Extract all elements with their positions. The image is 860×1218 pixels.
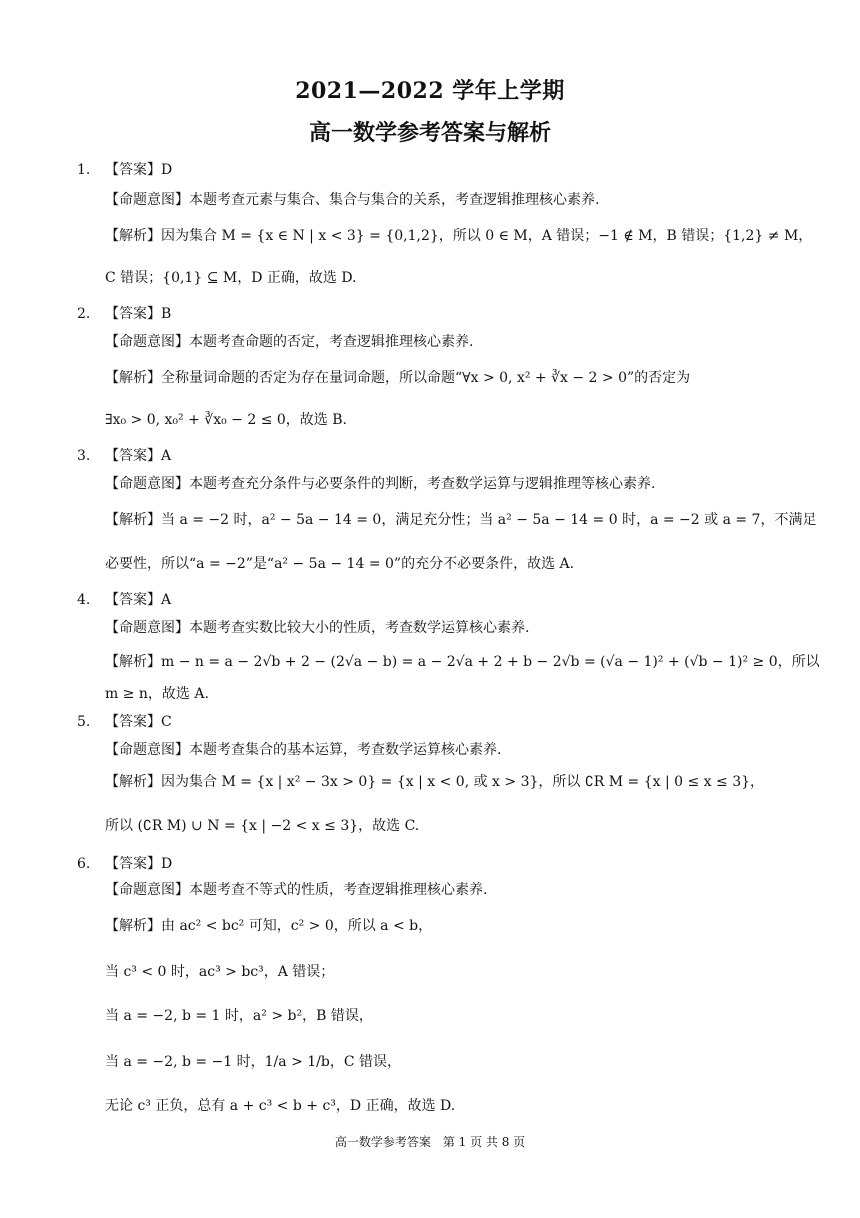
- analysis-line: ∃x₀ > 0, x₀² + ∛x₀ − 2 ≤ 0，故选 B.: [105, 412, 347, 428]
- intent-line: 【命题意图】本题考查充分条件与必要条件的判断，考查数学运算与逻辑推理等核心素养.: [105, 476, 656, 492]
- analysis-line: 【解析】因为集合 M = {x ∈ N | x < 3} = {0,1,2}，所以 0 ∈ M，A 错误；−1 ∉ M，B 错误；{1,2} ≠ M，: [105, 228, 813, 244]
- item-number: 6.: [77, 856, 91, 872]
- answer-line: 【答案】D: [105, 162, 173, 178]
- intent-line: 【命题意图】本题考查不等式的性质，考查逻辑推理核心素养.: [105, 882, 488, 898]
- intent-line: 【命题意图】本题考查实数比较大小的性质，考查数学运算核心素养.: [105, 620, 530, 636]
- analysis-line: 所以 (∁R M) ∪ N = {x | −2 < x ≤ 3}，故选 C.: [105, 818, 420, 834]
- answer-line: 【答案】A: [105, 592, 172, 608]
- analysis-line: 【解析】因为集合 M = {x | x² − 3x > 0} = {x | x < 0, 或 x > 3}，所以 ∁R M = {x | 0 ≤ x ≤ 3}，: [105, 774, 765, 790]
- answer-line: 【答案】B: [105, 306, 172, 322]
- answer-line: 【答案】A: [105, 448, 172, 464]
- intent-line: 【命题意图】本题考查命题的否定，考查逻辑推理核心素养.: [105, 334, 474, 350]
- answer-line: 【答案】C: [105, 714, 172, 730]
- analysis-line: 【解析】全称量词命题的否定为存在量词命题，所以命题“∀x > 0, x² + ∛x − 2 > 0”的否定为: [105, 370, 691, 386]
- analysis-line: 【解析】当 a = −2 时，a² − 5a − 14 = 0，满足充分性；当 a² − 5a − 14 = 0 时，a = −2 或 a = 7，不满足: [105, 512, 817, 528]
- analysis-line: 【解析】m − n = a − 2√b + 2 − (2√a − b) = a − 2√a + 2 + b − 2√b = (√a − 1)² + (√b − 1)² ≥ 0，所以: [105, 654, 820, 670]
- intent-line: 【命题意图】本题考查元素与集合、集合与集合的关系，考查逻辑推理核心素养.: [105, 192, 600, 208]
- analysis-line: 当 a = −2, b = 1 时，a² > b²，B 错误，: [105, 1008, 373, 1024]
- analysis-line: 无论 c³ 正负，总有 a + c³ < b + c³，D 正确，故选 D.: [105, 1098, 456, 1114]
- analysis-line: 【解析】由 ac² < bc² 可知，c² > 0，所以 a < b，: [105, 918, 433, 934]
- page-footer: 高一数学参考答案 第 1 页 共 8 页: [334, 1135, 526, 1149]
- item-number: 5.: [77, 714, 91, 730]
- document-subtitle: 高一数学参考答案与解析: [308, 120, 551, 146]
- item-number: 2.: [77, 306, 91, 322]
- analysis-line: C 错误；{0,1} ⊆ M，D 正确，故选 D.: [105, 270, 357, 286]
- item-number: 3.: [77, 448, 91, 464]
- document-title: 2021—2022 学年上学期: [295, 78, 565, 104]
- intent-line: 【命题意图】本题考查集合的基本运算，考查数学运算核心素养.: [105, 742, 502, 758]
- analysis-line: 当 a = −2, b = −1 时，1/a > 1/b，C 错误，: [105, 1054, 401, 1070]
- analysis-line: m ≥ n，故选 A.: [105, 686, 209, 702]
- analysis-line: 必要性，所以“a = −2”是“a² − 5a − 14 = 0”的充分不必要条件，故选 A.: [105, 556, 575, 572]
- item-number: 1.: [77, 162, 91, 178]
- answer-line: 【答案】D: [105, 856, 173, 872]
- analysis-line: 当 c³ < 0 时，ac³ > bc³，A 错误；: [105, 964, 335, 980]
- item-number: 4.: [77, 592, 91, 608]
